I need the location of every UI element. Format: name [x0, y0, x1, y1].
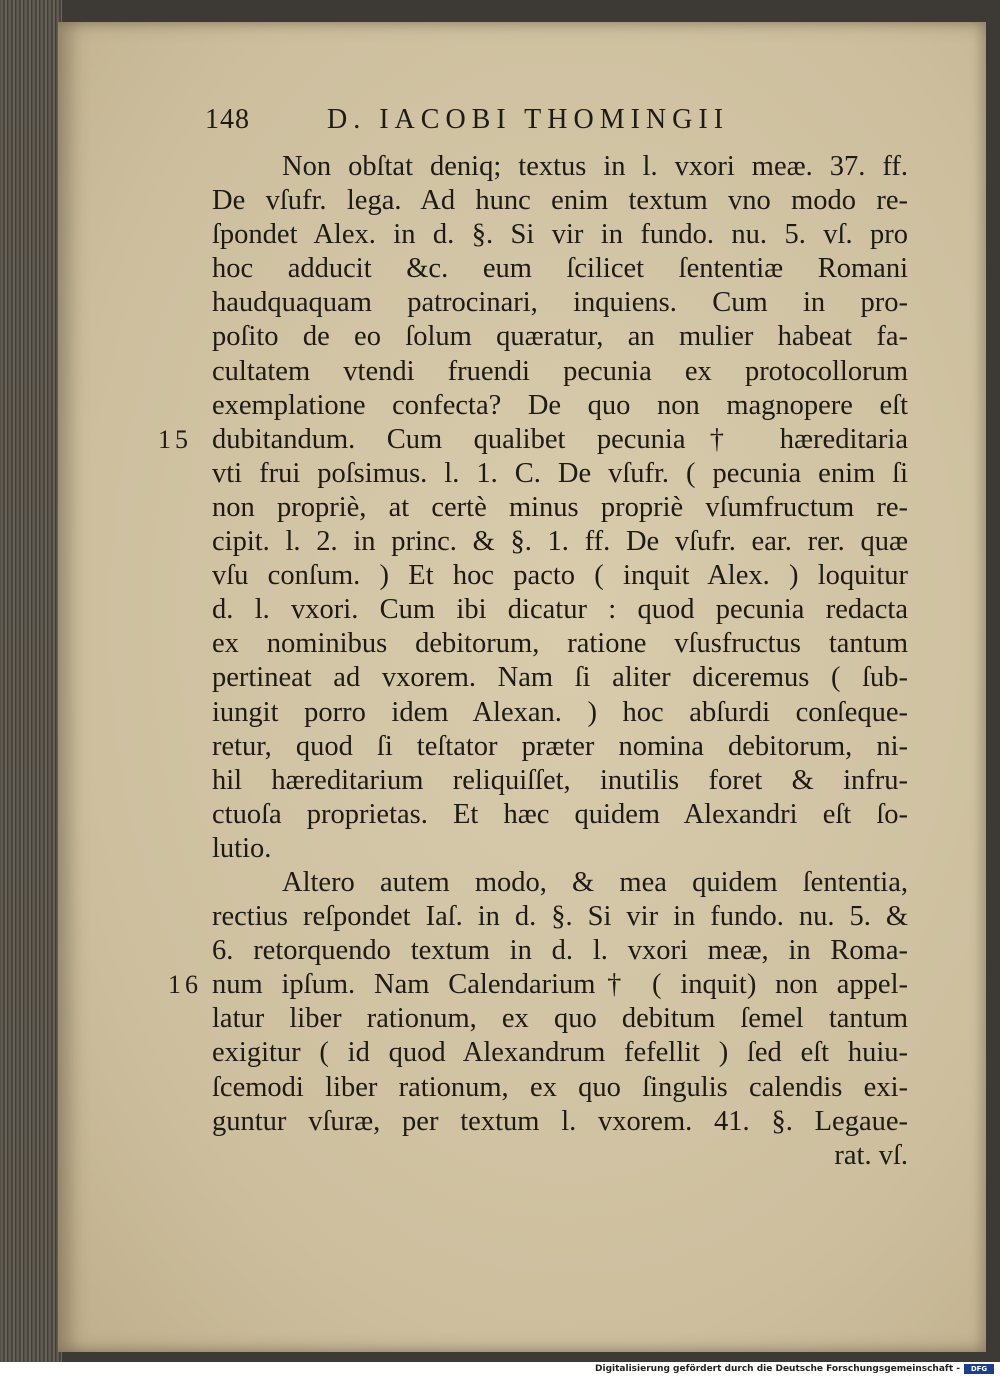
text-line: vti frui poſsimus. l. 1. C. De vſufr. ( pecunia enim ſi — [212, 457, 908, 489]
text-line: Altero autem modo, & mea quidem ſententia, — [282, 866, 908, 898]
text-line: De vſufr. lega. Ad hunc enim textum vno modo re- — [212, 185, 908, 217]
catchword: rat. vſ. — [834, 1139, 908, 1171]
running-title: D. IACOBI THOMINGII — [327, 104, 730, 135]
text-line: latur liber rationum, ex quo debitum ſemel tantum — [212, 1003, 908, 1035]
text-line: non propriè, at certè minus propriè vſumfructum re- — [212, 491, 908, 523]
text-line: ſcemodi liber rationum, ex quo ſingulis calendis exi- — [212, 1071, 908, 1103]
text-line: iungit porro idem Alexan. ) hoc abſurdi conſeque- — [212, 696, 908, 728]
text-line: cultatem vtendi fruendi pecunia ex protocollorum — [212, 355, 908, 387]
text-line: 6. retorquendo textum in d. l. vxori meæ, in Roma- — [212, 935, 908, 967]
funding-note: Digitalisierung gefördert durch die Deutsche Forschungsgemeinschaft - — [595, 1364, 960, 1374]
text-line: Non obſtat deniq; textus in l. vxori meæ. 37. ff. — [282, 151, 908, 182]
text-line: guntur vſuræ, per textum l. vxorem. 41. §. Legaue- — [212, 1105, 908, 1137]
text-line: lutio. — [212, 832, 272, 864]
text-line: ex nominibus debitorum, ratione vſusfructus tantum — [212, 628, 908, 660]
book-edge — [0, 0, 62, 1362]
text-line: hil hæreditarium reliquiſſet, inutilis foret & infru- — [212, 764, 908, 796]
body-text — [212, 150, 908, 1173]
text-line: poſito de eo ſolum quæratur, an mulier habeat fa- — [212, 321, 908, 353]
text-line: ſpondet Alex. in d. §. Si vir in fundo. nu. 5. vſ. pro — [212, 219, 908, 251]
text-line: vſu conſum. ) Et hoc pacto ( inquit Alex. ) loquitur — [212, 560, 908, 592]
text-line: exemplatione confecta? De quo non magnopere eſt — [212, 389, 908, 421]
text-line: num ipſum. Nam Calendarium† ( inquit) non appel- — [212, 969, 908, 1001]
text-line: ctuoſa proprietas. Et hæc quidem Alexandri eſt ſo- — [212, 798, 908, 830]
page-number: 148 — [205, 104, 250, 135]
page-header — [205, 104, 825, 144]
text-line: cipit. l. 2. in princ. & §. 1. ff. De vſufr. ear. rer. quæ — [212, 526, 908, 558]
footer — [0, 1362, 1000, 1376]
text-line: d. l. vxori. Cum ibi dicatur : quod pecunia redacta — [212, 594, 908, 626]
text-line: rectius reſpondet Iaſ. in d. §. Si vir in fundo. nu. 5. & — [212, 901, 908, 933]
text-line: retur, quod ſi teſtator præter nomina debitorum, ni- — [212, 730, 908, 762]
text-line: exigitur ( id quod Alexandrum fefellit ) ſed eſt huiu- — [212, 1037, 908, 1069]
dfg-logo: DFG — [964, 1364, 994, 1374]
text-line: hoc adducit &c. eum ſcilicet ſententiæ Romani — [212, 253, 908, 285]
text-line: haudquaquam patrocinari, inquiens. Cum in pro- — [212, 287, 908, 319]
margin-number: 15 — [158, 425, 192, 454]
text-line: pertineat ad vxorem. Nam ſi aliter diceremus ( ſub- — [212, 662, 908, 694]
margin-number: 16 — [168, 970, 202, 999]
text-line: dubitandum. Cum qualibet pecunia† hæreditaria — [212, 423, 908, 455]
